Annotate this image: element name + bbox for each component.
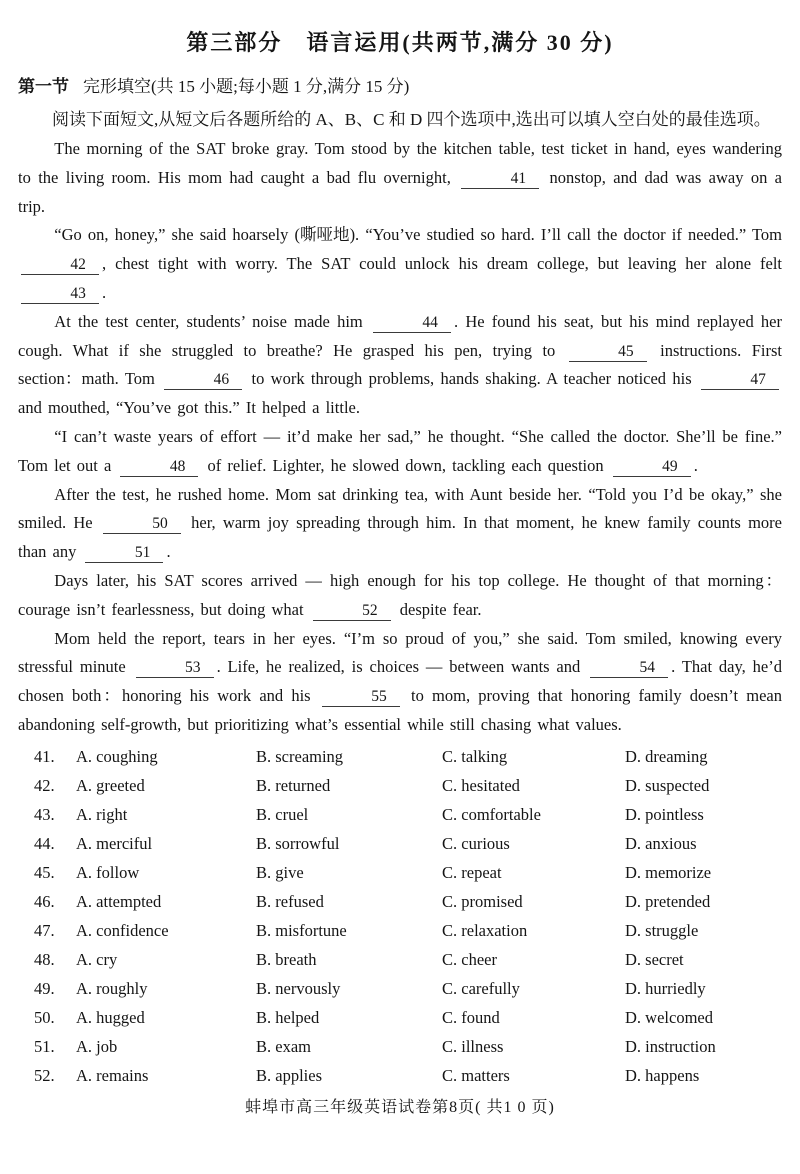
option-b: B. sorrowful — [256, 834, 340, 854]
passage-paragraph: “Go on, honey,” she said hoarsely (嘶哑地). “You’ve studied so hard. I’ll call the doctor if needed.” Tom 42 , chest tight with worry. The SAT could unlock his dream college, but leaving her alone felt 43 . — [18, 221, 782, 307]
exam-page — [0, 26, 800, 1117]
cloze-blank-45: 45 — [569, 343, 647, 362]
question-row-46 — [18, 888, 782, 917]
option-b: B. refused — [256, 892, 324, 912]
option-d: D. pretended — [625, 892, 711, 912]
option-a: A. roughly — [76, 979, 148, 999]
question-number: 43. — [34, 805, 55, 825]
cloze-blank-43: 43 — [21, 285, 99, 304]
question-number: 46. — [34, 892, 55, 912]
option-b: B. nervously — [256, 979, 341, 999]
question-number: 47. — [34, 921, 55, 941]
cloze-blank-47: 47 — [701, 371, 779, 390]
question-row-45 — [18, 859, 782, 888]
option-c: C. matters — [442, 1066, 510, 1086]
option-b: B. helped — [256, 1008, 320, 1028]
cloze-passage — [18, 135, 782, 740]
section-label: 第一节 — [18, 77, 69, 96]
cloze-blank-49: 49 — [613, 458, 691, 477]
option-b: B. cruel — [256, 805, 309, 825]
option-c: C. repeat — [442, 863, 502, 883]
question-row-43 — [18, 801, 782, 830]
option-a: A. attempted — [76, 892, 162, 912]
option-d: D. happens — [625, 1066, 700, 1086]
option-a: A. greeted — [76, 776, 145, 796]
option-a: A. remains — [76, 1066, 149, 1086]
option-b: B. breath — [256, 950, 317, 970]
option-d: D. struggle — [625, 921, 699, 941]
question-number: 50. — [34, 1008, 55, 1028]
passage-paragraph: Days later, his SAT scores arrived — high enough for his top college. He thought of that morning：courage isn’t fearlessness, but doing what 52 despite fear. — [18, 570, 782, 619]
question-number: 48. — [34, 950, 55, 970]
option-a: A. job — [76, 1037, 118, 1057]
question-number: 42. — [34, 776, 55, 796]
option-b: B. applies — [256, 1066, 322, 1086]
question-row-48 — [18, 946, 782, 975]
option-d: D. suspected — [625, 776, 710, 796]
option-a: A. coughing — [76, 747, 158, 767]
cloze-blank-51: 51 — [85, 544, 163, 563]
question-number: 41. — [34, 747, 55, 767]
option-c: C. talking — [442, 747, 508, 767]
option-c: C. illness — [442, 1037, 504, 1057]
question-number: 52. — [34, 1066, 55, 1086]
question-number: 44. — [34, 834, 55, 854]
cloze-blank-46: 46 — [164, 371, 242, 390]
question-number: 45. — [34, 863, 55, 883]
option-c: C. relaxation — [442, 921, 528, 941]
question-row-49 — [18, 975, 782, 1004]
passage-paragraph: “I can’t waste years of effort — it’d make her sad,” he thought. “She called the doctor. She’ll be fine.” Tom let out a 48 of relief. Lighter, he slowed down, tackling each question 49 . — [18, 426, 782, 475]
option-d: D. hurriedly — [625, 979, 706, 999]
option-d: D. welcomed — [625, 1008, 713, 1028]
question-number: 51. — [34, 1037, 55, 1057]
option-c: C. curious — [442, 834, 510, 854]
section-info: 完形填空(共 15 小题;每小题 1 分,满分 15 分) — [83, 77, 410, 96]
question-row-47 — [18, 917, 782, 946]
cloze-blank-50: 50 — [103, 515, 181, 534]
option-d: D. dreaming — [625, 747, 708, 767]
passage-paragraph: The morning of the SAT broke gray. Tom stood by the kitchen table, test ticket in hand, eyes wandering to the living room. His mom had caught a bad flu overnight, 41 nonstop, and dad was away on a trip. — [18, 139, 782, 216]
option-d: D. instruction — [625, 1037, 716, 1057]
instructions: 阅读下面短文,从短文后各题所给的 A、B、C 和 D 四个选项中,选出可以填人空白处的最佳选项。 — [52, 110, 771, 129]
cloze-blank-52: 52 — [313, 602, 391, 621]
question-row-42 — [18, 772, 782, 801]
option-c: C. comfortable — [442, 805, 541, 825]
option-b: B. misfortune — [256, 921, 347, 941]
option-b: B. exam — [256, 1037, 311, 1057]
cloze-blank-55: 55 — [322, 688, 400, 707]
option-c: C. hesitated — [442, 776, 520, 796]
question-row-52 — [18, 1062, 782, 1091]
question-row-41 — [18, 743, 782, 772]
option-b: B. give — [256, 863, 304, 883]
cloze-blank-41: 41 — [461, 170, 539, 189]
cloze-blank-44: 44 — [373, 314, 451, 333]
option-d: D. anxious — [625, 834, 697, 854]
option-b: B. returned — [256, 776, 331, 796]
cloze-blank-48: 48 — [120, 458, 198, 477]
page-footer: 蚌埠市高三年级英语试卷第8页( 共1 0 页) — [245, 1098, 555, 1116]
question-number: 49. — [34, 979, 55, 999]
passage-paragraph: At the test center, students’ noise made him 44 . He found his seat, but his mind replayed her cough. What if she struggled to breathe? He grasped his pen, trying to 45 instructions. First section：math. Tom 46 to work through problems, hands shaking. A teacher noticed his 47 and mouthed, “You’ve got this.” It helped a little. — [18, 311, 782, 418]
option-d: D. pointless — [625, 805, 704, 825]
option-c: C. carefully — [442, 979, 520, 999]
cloze-blank-42: 42 — [21, 256, 99, 275]
option-a: A. right — [76, 805, 128, 825]
option-b: B. screaming — [256, 747, 344, 767]
option-a: A. cry — [76, 950, 118, 970]
cloze-blank-53: 53 — [136, 659, 214, 678]
options-table — [18, 743, 782, 1091]
option-d: D. secret — [625, 950, 684, 970]
cloze-blank-54: 54 — [590, 659, 668, 678]
option-c: C. found — [442, 1008, 500, 1028]
option-c: C. cheer — [442, 950, 497, 970]
option-a: A. follow — [76, 863, 140, 883]
question-row-44 — [18, 830, 782, 859]
passage-paragraph: After the test, he rushed home. Mom sat drinking tea, with Aunt beside her. “Told you I’d be okay,” she smiled. He 50 her, warm joy spreading through him. In that moment, he knew family counts more than any 51 . — [18, 484, 782, 562]
option-d: D. memorize — [625, 863, 712, 883]
passage-paragraph: Mom held the report, tears in her eyes. “I’m so proud of you,” she said. Tom smiled, knowing every stressful minute 53 . Life, he realized, is choices — between wants and 54 . That day, he’d chosen both：honoring his work and his 55 to mom, proving that honoring family doesn’t mean abandoning self-growth, but prioritizing what’s essential while still chasing what values. — [18, 628, 782, 734]
question-row-50 — [18, 1004, 782, 1033]
option-a: A. hugged — [76, 1008, 145, 1028]
section-heading — [18, 74, 782, 100]
part-title: 第三部分 语言运用(共两节,满分 30 分) — [186, 30, 614, 55]
option-a: A. merciful — [76, 834, 153, 854]
option-c: C. promised — [442, 892, 523, 912]
option-a: A. confidence — [76, 921, 169, 941]
question-row-51 — [18, 1033, 782, 1062]
